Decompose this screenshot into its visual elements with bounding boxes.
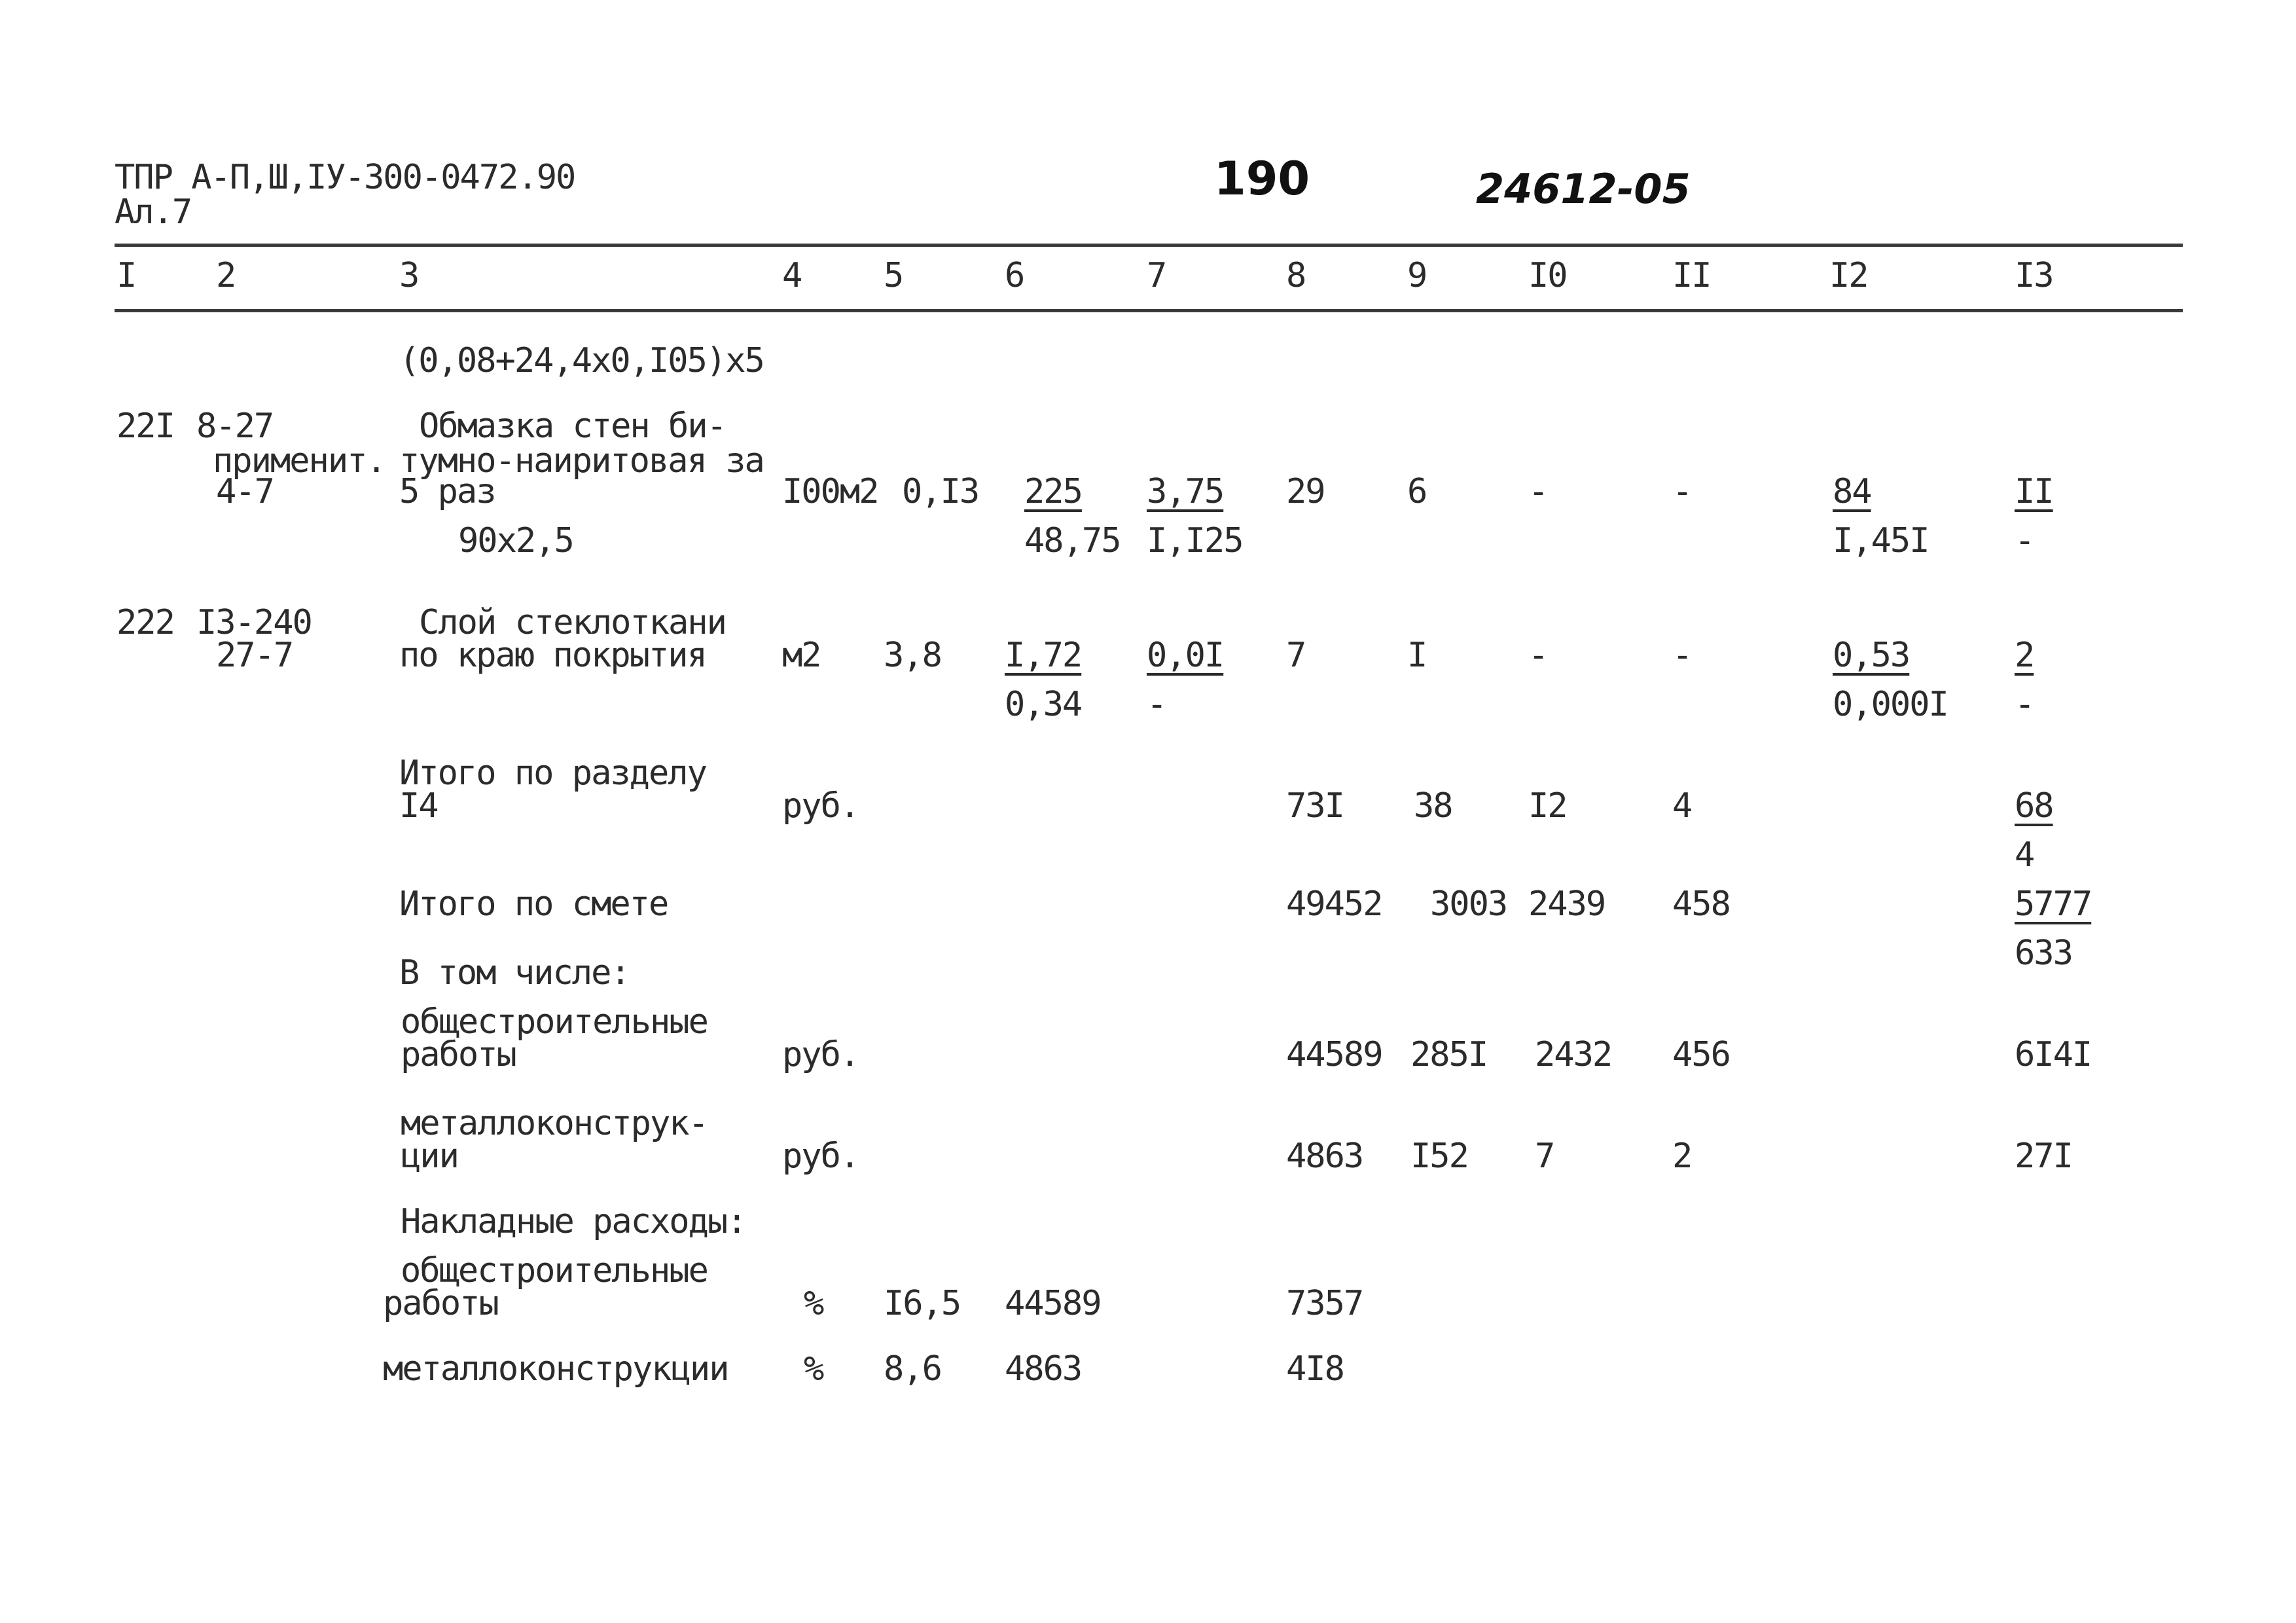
oh-general-unit: %: [804, 1284, 823, 1323]
r222-c7-top: 0,0I: [1147, 636, 1224, 675]
metal-label-1: металлоконструк-: [401, 1104, 708, 1143]
r222-c9: I: [1407, 636, 1427, 675]
r222-num: 222: [117, 603, 174, 642]
doc-code: ТПР А-П,Ш,IУ-300-0472.90: [115, 158, 575, 197]
r221-qty: 0,I3: [902, 472, 979, 511]
r222-desc-2: по краю покрытия: [399, 636, 706, 675]
r222-c13-bottom: -: [2015, 685, 2034, 724]
general-c11: 456: [1672, 1035, 1730, 1074]
r222-unit: м2: [782, 636, 821, 675]
estimate-total-c8: 49452: [1286, 884, 1382, 924]
r222-c11: -: [1672, 636, 1692, 675]
r221-unit: I00м2: [782, 472, 878, 511]
r221-c6-bottom: 48,75: [1024, 521, 1121, 560]
general-label-1: общестроительные: [401, 1002, 708, 1042]
r221-num: 22I: [117, 407, 174, 446]
r222-code-ref: 27-7: [216, 636, 293, 675]
metal-unit: руб.: [782, 1137, 859, 1176]
section-total-c8: 73I: [1286, 786, 1344, 826]
r221-desc-1: Обмазка стен би-: [419, 407, 726, 446]
oh-metal-label: металлоконструкции: [383, 1349, 728, 1389]
col-10: I0: [1528, 256, 1567, 295]
estimate-total-c13-top: 5777: [2015, 884, 2092, 924]
metal-c9: I52: [1410, 1137, 1468, 1176]
oh-general-c5: I6,5: [884, 1284, 961, 1323]
oh-metal-unit: %: [804, 1349, 823, 1389]
section-total-c10: I2: [1528, 786, 1567, 826]
r221-desc-4: 90x2,5: [458, 521, 573, 560]
r222-c7-bottom: -: [1147, 685, 1166, 724]
oh-general-label-1: общестроительные: [401, 1251, 708, 1290]
estimate-total-c11: 458: [1672, 884, 1730, 924]
r222-c6-bottom: 0,34: [1005, 685, 1082, 724]
section-total-unit: руб.: [782, 786, 859, 826]
including-label: В том числе:: [399, 953, 630, 993]
r221-desc-3: 5 раз: [399, 472, 495, 511]
section-total-c11: 4: [1672, 786, 1692, 826]
r221-desc-2: тумно-наиритовая за: [399, 441, 764, 481]
r222-c12-bottom: 0,000I: [1833, 685, 1948, 724]
page-number: 190: [1214, 152, 1310, 206]
col-12: I2: [1829, 256, 1868, 295]
oh-general-c8: 7357: [1286, 1284, 1363, 1323]
col-3: 3: [399, 256, 419, 295]
section-total-label-2: I4: [399, 786, 438, 826]
section-total-c9: 38: [1414, 786, 1452, 826]
overhead-label: Накладные расходы:: [401, 1202, 746, 1241]
oh-metal-c6: 4863: [1005, 1349, 1082, 1389]
r221-code: 8-27: [196, 407, 274, 446]
r221-c11: -: [1672, 472, 1692, 511]
r222-c12-top: 0,53: [1833, 636, 1910, 675]
oh-metal-c5: 8,6: [884, 1349, 941, 1389]
r222-c13-top: 2: [2015, 636, 2034, 675]
r221-c7-bottom: I,I25: [1147, 521, 1243, 560]
r222-qty: 3,8: [884, 636, 941, 675]
r222-c6-top: I,72: [1005, 636, 1082, 675]
general-c10: 2432: [1535, 1035, 1612, 1074]
estimate-total-label: Итого по смете: [399, 884, 668, 924]
carry-formula: (0,08+24,4x0,I05)x5: [399, 341, 764, 380]
header-rule-bottom: [115, 309, 2183, 312]
r222-code: I3-240: [196, 603, 312, 642]
section-total-c13-bottom: 4: [2015, 835, 2034, 875]
general-unit: руб.: [782, 1035, 859, 1074]
oh-general-c6: 44589: [1005, 1284, 1101, 1323]
r221-c10: -: [1528, 472, 1548, 511]
inventory-number: 24612-05: [1476, 165, 1691, 213]
r221-c12-bottom: I,45I: [1833, 521, 1929, 560]
r221-c13-bottom: -: [2015, 521, 2034, 560]
header-rule-top: [115, 244, 2183, 247]
metal-label-2: ции: [401, 1137, 458, 1176]
col-1: I: [117, 256, 136, 295]
general-c13: 6I4I: [2015, 1035, 2092, 1074]
col-5: 5: [884, 256, 903, 295]
general-label-2: работы: [401, 1035, 516, 1074]
oh-metal-c8: 4I8: [1286, 1349, 1344, 1389]
col-4: 4: [782, 256, 802, 295]
col-11: II: [1672, 256, 1711, 295]
section-total-label-1: Итого по разделу: [399, 754, 706, 793]
estimate-total-c10: 2439: [1528, 884, 1605, 924]
section-total-c13-top: 68: [2015, 786, 2053, 826]
general-c8: 44589: [1286, 1035, 1382, 1074]
r221-c13-top: II: [2015, 472, 2053, 511]
col-9: 9: [1407, 256, 1427, 295]
r221-c8: 29: [1286, 472, 1325, 511]
col-6: 6: [1005, 256, 1024, 295]
metal-c11: 2: [1672, 1137, 1692, 1176]
general-c9: 285I: [1410, 1035, 1488, 1074]
r221-c7-top: 3,75: [1147, 472, 1224, 511]
col-13: I3: [2015, 256, 2053, 295]
r221-c6-top: 225: [1024, 472, 1082, 511]
estimate-total-c9: 3003: [1430, 884, 1507, 924]
col-7: 7: [1147, 256, 1166, 295]
r222-c10: -: [1528, 636, 1548, 675]
r221-c9: 6: [1407, 472, 1427, 511]
r221-code-note: применит.: [213, 441, 386, 481]
r221-code-ref: 4-7: [216, 472, 274, 511]
sheet-label: Ал.7: [115, 192, 192, 232]
r222-desc-1: Слой стеклоткани: [419, 603, 726, 642]
col-2: 2: [216, 256, 236, 295]
metal-c10: 7: [1535, 1137, 1554, 1176]
metal-c8: 4863: [1286, 1137, 1363, 1176]
oh-general-label-2: работы: [383, 1284, 498, 1323]
r221-c12-top: 84: [1833, 472, 1871, 511]
estimate-total-c13-bottom: 633: [2015, 934, 2072, 973]
metal-c13: 27I: [2015, 1137, 2072, 1176]
r222-c8: 7: [1286, 636, 1306, 675]
col-8: 8: [1286, 256, 1306, 295]
